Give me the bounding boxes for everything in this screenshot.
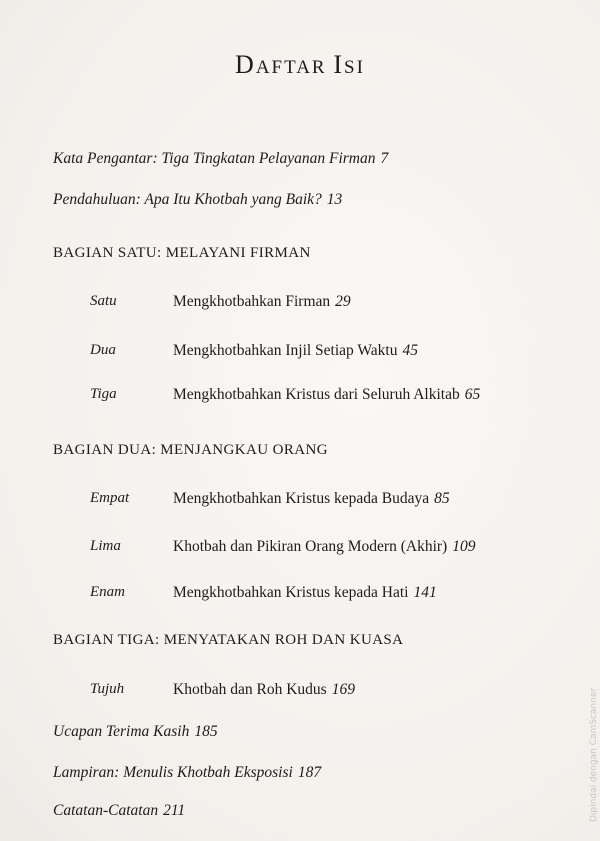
- chapter-label-empat: Empat: [90, 490, 130, 506]
- toc-entry-ucapan-terima-kasih: Ucapan Terima Kasih 185: [53, 723, 218, 740]
- chapter-title-tiga: Mengkhotbahkan Kristus dari Seluruh Alkitab 65: [173, 386, 481, 403]
- chapter-label-tujuh: Tujuh: [90, 681, 125, 697]
- chapter-label-tiga: Tiga: [90, 386, 117, 402]
- chapter-title-empat: Mengkhotbahkan Kristus kepada Budaya 85: [173, 490, 450, 507]
- chapter-label-dua: Dua: [90, 342, 116, 358]
- chapter-label-satu: Satu: [90, 293, 117, 309]
- camscanner-watermark: Dipindai dengan CamScanner: [589, 687, 599, 822]
- page-title: DAFTAR ISI: [235, 50, 365, 79]
- part-heading-dua: BAGIAN DUA: MENJANGKAU ORANG: [53, 442, 328, 458]
- toc-entry-catatan: Catatan-Catatan 211: [53, 802, 186, 819]
- chapter-title-dua: Mengkhotbahkan Injil Setiap Waktu 45: [173, 342, 418, 359]
- chapter-label-enam: Enam: [90, 584, 125, 600]
- chapter-title-tujuh: Khotbah dan Roh Kudus 169: [173, 681, 355, 698]
- part-heading-tiga: BAGIAN TIGA: MENYATAKAN ROH DAN KUASA: [53, 632, 404, 648]
- toc-entry-kata-pengantar: Kata Pengantar: Tiga Tingkatan Pelayanan Firman 7: [53, 150, 389, 167]
- part-heading-satu: BAGIAN SATU: MELAYANI FIRMAN: [53, 245, 311, 261]
- toc-entry-pendahuluan: Pendahuluan: Apa Itu Khotbah yang Baik? 13: [53, 191, 343, 208]
- chapter-title-enam: Mengkhotbahkan Kristus kepada Hati 141: [173, 584, 437, 601]
- toc-entry-lampiran: Lampiran: Menulis Khotbah Eksposisi 187: [53, 764, 322, 781]
- chapter-title-satu: Mengkhotbahkan Firman 29: [173, 293, 351, 310]
- chapter-label-lima: Lima: [90, 538, 121, 554]
- chapter-title-lima: Khotbah dan Pikiran Orang Modern (Akhir) 109: [173, 538, 476, 555]
